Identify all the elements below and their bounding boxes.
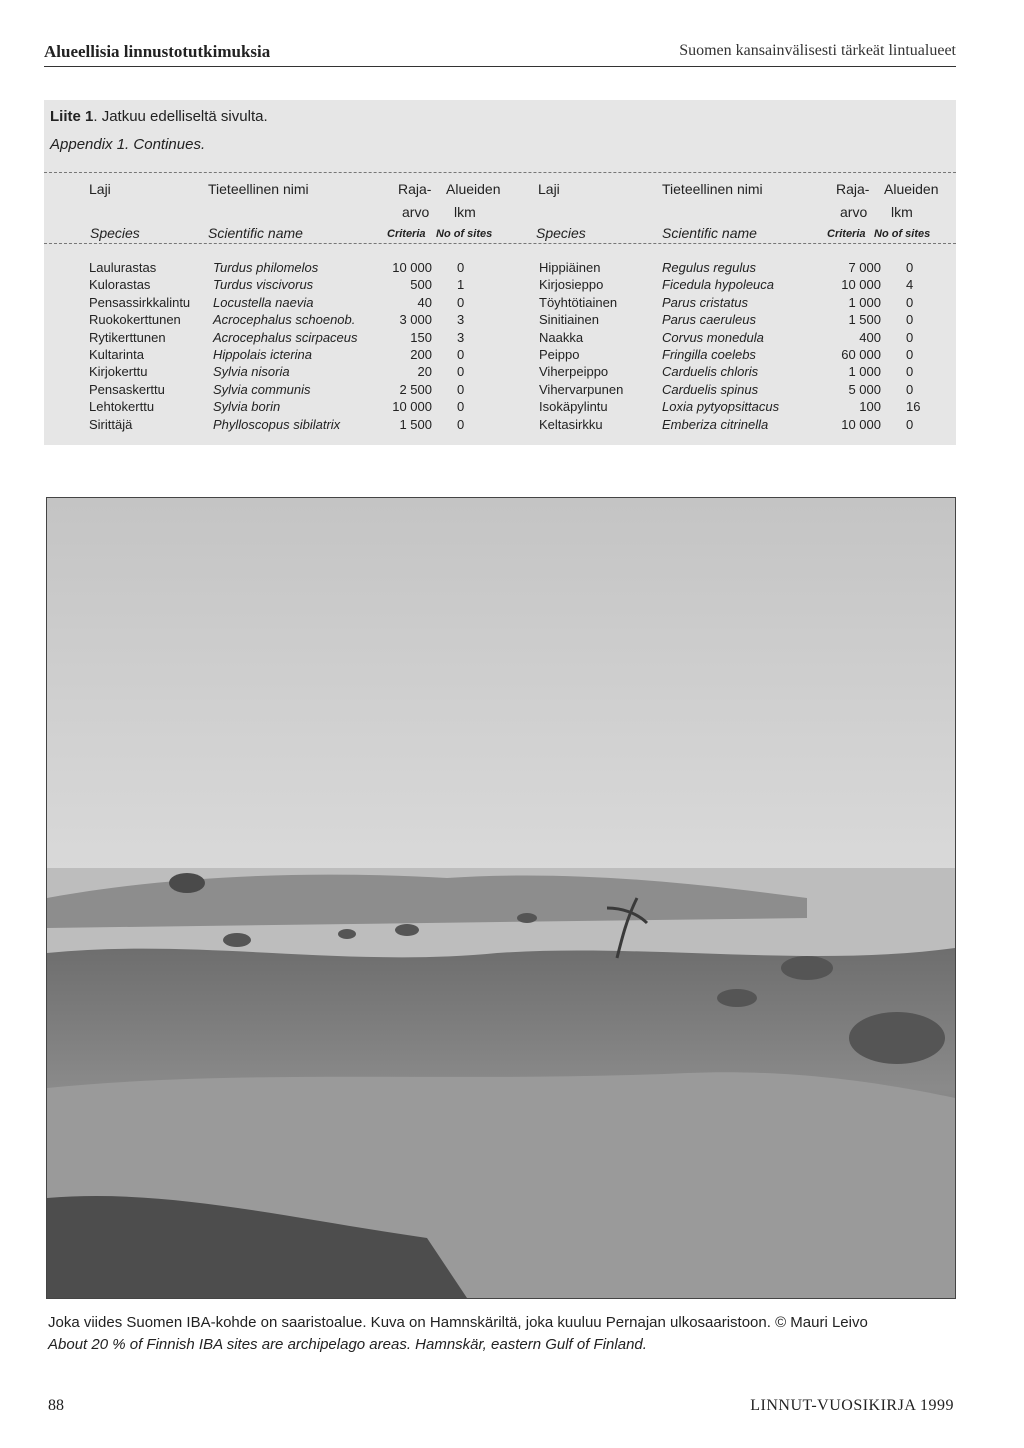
table-cell: 1 000 <box>848 364 881 380</box>
header-scientific-left: Tieteellinen nimi <box>208 181 309 197</box>
table-cell: Sylvia borin <box>213 399 281 415</box>
table-row: Peippo <box>539 346 580 362</box>
table-row: Pensaskerttu <box>89 381 165 397</box>
column-criteria-right <box>814 259 881 433</box>
header-article-title: Suomen kansainvälisesti tärkeät lintualueet <box>679 42 956 59</box>
table-cell: 4 <box>906 277 914 293</box>
column-scientific-left <box>213 259 358 433</box>
table-row: Kulorastas <box>89 277 151 293</box>
header-species-right: Species <box>536 225 586 241</box>
table-row: Ruokokerttunen <box>89 312 181 328</box>
table-cell: 0 <box>457 294 465 310</box>
header-alueiden-right: Alueiden <box>884 181 939 197</box>
table-row: Keltasirkku <box>539 416 603 432</box>
table-cell: Carduelis spinus <box>662 381 759 397</box>
table-cell: 3 000 <box>399 312 432 328</box>
column-sites-right <box>906 259 920 433</box>
table-cell: 0 <box>457 260 465 275</box>
header-scientific-right: Tieteellinen nimi <box>662 181 763 197</box>
table-cell: 400 <box>859 329 881 345</box>
table-cell: 3 <box>457 329 465 345</box>
page-number: 88 <box>48 1397 64 1414</box>
table-cell: Ficedula hypoleuca <box>662 277 775 293</box>
table-cell: 10 000 <box>392 399 432 415</box>
table-cell: 16 <box>906 399 921 415</box>
running-header <box>44 38 956 67</box>
header-laji-left: Laji <box>89 181 111 197</box>
table-cell: Acrocephalus scirpaceus <box>213 329 358 345</box>
table-row: Pensassirkkalintu <box>89 294 191 310</box>
table-cell: 0 <box>906 294 914 310</box>
bush <box>169 873 205 893</box>
table-cell: Regulus regulus <box>662 260 756 275</box>
journal-title: LINNUT-VUOSIKIRJA 1999 <box>750 1397 954 1414</box>
table-cell: 60 000 <box>841 346 881 362</box>
table-cell: 200 <box>410 346 432 362</box>
table-cell: Parus caeruleus <box>662 312 756 328</box>
appendix-table <box>44 100 956 445</box>
table-cell: Corvus monedula <box>662 329 764 345</box>
appendix-label: Liite 1 <box>50 108 94 125</box>
table-cell: 0 <box>906 364 914 380</box>
table-cell: 0 <box>906 329 914 345</box>
table-cell: 0 <box>906 260 914 275</box>
table-cell: 100 <box>859 399 881 415</box>
header-sites-right: No of sites <box>874 228 931 240</box>
header-lkm-left: lkm <box>454 204 476 220</box>
table-cell: Acrocephalus schoenob. <box>213 312 356 328</box>
table-row: Sinitiainen <box>539 312 599 328</box>
photo-caption-english: About 20 % of Finnish IBA sites are archipelago areas. Hamnskär, eastern Gulf of Finland. <box>48 1336 647 1353</box>
table-cell: 0 <box>906 346 914 362</box>
table-cell: 150 <box>410 329 432 345</box>
table-row: Laulurastas <box>89 260 157 275</box>
header-sciname-right: Scientific name <box>662 225 757 241</box>
column-laji-right <box>539 259 623 433</box>
header-sciname-left: Scientific name <box>208 225 303 241</box>
table-cell: 0 <box>457 416 465 432</box>
table-row: Kirjokerttu <box>89 364 148 380</box>
table-cell: 1 000 <box>848 294 881 310</box>
table-row: Viherpeippo <box>539 364 609 380</box>
table-cell: Loxia pytyopsittacus <box>662 399 780 415</box>
header-alueiden-left: Alueiden <box>446 181 501 197</box>
header-raja-left: Raja- <box>398 181 432 197</box>
table-row: Töyhtötiainen <box>539 294 618 310</box>
table-header-rule <box>44 243 956 244</box>
table-cell: Hippolais icterina <box>213 346 312 362</box>
header-criteria-right: Criteria <box>827 228 866 240</box>
table-cell: 10 000 <box>841 277 881 293</box>
table-cell: Sylvia communis <box>213 381 311 397</box>
table-cell: 10 000 <box>841 416 881 432</box>
appendix-title <box>50 108 268 125</box>
header-raja-right: Raja- <box>836 181 870 197</box>
table-row: Kultarinta <box>89 346 144 362</box>
table-cell: 0 <box>906 381 914 397</box>
table-cell: 0 <box>457 381 465 397</box>
table-row: Naakka <box>539 329 584 345</box>
table-cell: 1 500 <box>848 312 881 328</box>
header-criteria-left: Criteria <box>387 228 426 240</box>
appendix-title-text: . Jatkuu edelliseltä sivulta. <box>93 108 268 125</box>
header-species-left: Species <box>90 225 140 241</box>
table-cell: Turdus philomelos <box>213 260 319 275</box>
table-row: Kirjosieppo <box>539 277 604 293</box>
table-cell: 3 <box>457 312 465 328</box>
table-cell: 0 <box>457 399 465 415</box>
header-arvo-right: arvo <box>840 204 868 220</box>
header-section-title: Alueellisia linnustotutkimuksia <box>44 42 271 61</box>
table-cell: Phylloscopus sibilatrix <box>213 416 341 432</box>
photo-drawing <box>47 498 955 1298</box>
header-lkm-right: lkm <box>891 204 913 220</box>
header-sites-left: No of sites <box>436 228 493 240</box>
table-cell: 1 <box>457 277 465 293</box>
column-criteria-left <box>376 259 432 433</box>
photo-caption-finnish: Joka viides Suomen IBA-kohde on saaristoalue. Kuva on Hamnskäriltä, joka kuuluu Pernajan ulkosaaristoon. © Mauri Leivo <box>48 1314 868 1331</box>
table-cell: 5 000 <box>848 381 881 397</box>
table-row: Vihervarpunen <box>539 381 624 397</box>
column-scientific-right <box>662 259 779 433</box>
table-cell: 0 <box>457 346 465 362</box>
appendix-subtitle: Appendix 1. Continues. <box>50 136 206 153</box>
table-cell: Carduelis chloris <box>662 364 759 380</box>
table-row: Sirittäjä <box>89 416 133 432</box>
table-top-rule <box>44 172 956 173</box>
table-cell: Fringilla coelebs <box>662 346 756 362</box>
table-cell: 0 <box>457 364 465 380</box>
column-sites-left <box>457 259 464 433</box>
table-cell: 0 <box>906 416 914 432</box>
table-cell: Locustella naevia <box>213 294 314 310</box>
table-cell: 20 <box>417 364 432 380</box>
table-cell: 2 500 <box>399 381 432 397</box>
table-cell: 10 000 <box>392 260 432 275</box>
sky <box>47 498 955 888</box>
table-cell: Emberiza citrinella <box>662 416 769 432</box>
table-cell: 0 <box>906 312 914 328</box>
table-cell: 500 <box>410 277 432 293</box>
table-cell: Sylvia nisoria <box>213 364 290 380</box>
header-laji-right: Laji <box>538 181 560 197</box>
archipelago-photo <box>46 497 956 1299</box>
table-cell: Turdus viscivorus <box>213 277 314 293</box>
column-laji-left <box>89 259 190 433</box>
table-cell: 40 <box>417 294 432 310</box>
table-row: Rytikerttunen <box>89 329 166 345</box>
table-row: Isokäpylintu <box>539 399 608 415</box>
table-cell: Parus cristatus <box>662 294 748 310</box>
table-row: Lehtokerttu <box>89 399 155 415</box>
table-row: Hippiäinen <box>539 260 601 275</box>
header-arvo-left: arvo <box>402 204 430 220</box>
table-cell: 1 500 <box>399 416 432 432</box>
table-cell: 7 000 <box>848 260 881 275</box>
